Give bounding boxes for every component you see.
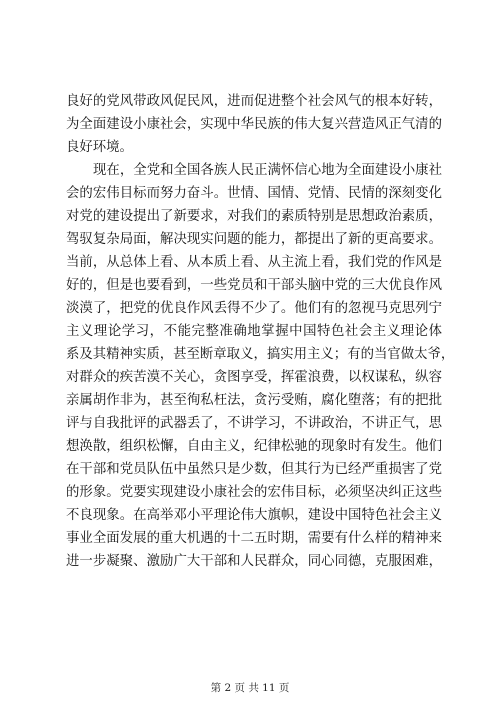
text-line: 在干部和党员队伍中虽然只是少数，但其行为已经严重损害了党 (66, 462, 442, 477)
text-line: 驾驭复杂局面，解决现实问题的能力，都提出了新的更高要求。 (66, 232, 442, 247)
page-number-footer: 第 2 页 共 11 页 (210, 682, 290, 694)
text-line: 良好环境。 (66, 140, 133, 155)
text-line: 为全面建设小康社会，实现中华民族的伟大复兴营造风正气清的 (66, 117, 442, 132)
text-line: 当前，从总体上看、从本质上看、从主流上看，我们党的作风是 (66, 255, 442, 270)
text-line: 亲属胡作非为，甚至徇私枉法，贪污受贿，腐化堕落；有的把批 (66, 393, 442, 408)
text-line: 会的宏伟目标而努力奋斗。世情、国情、党情、民情的深刻变化 (66, 186, 442, 201)
text-line: 好的，但是也要看到，一些党员和干部头脑中党的三大优良作风 (66, 278, 442, 293)
text-line: 评与自我批评的武器丢了，不讲学习，不讲政治，不讲正气，思 (66, 416, 442, 431)
text-line: 对党的建设提出了新要求，对我们的素质特别是思想政治素质， (66, 209, 442, 224)
text-line: 系及其精神实质，甚至断章取义，搞实用主义；有的当官做太爷， (66, 347, 455, 362)
text-line: 良好的党风带政风促民风，进而促进整个社会风气的根本好转， (66, 94, 442, 109)
text-line: 想涣散，组织松懈，自由主义，纪律松驰的现象时有发生。他们 (66, 439, 442, 454)
text-line: 对群众的疾苦漠不关心，贪图享受，挥霍浪费，以权谋私，纵容 (66, 370, 442, 385)
text-line: 现在，全党和全国各族人民正满怀信心地为全面建设小康社 (93, 163, 442, 178)
text-line: 淡漠了，把党的优良作风丢得不少了。他们有的忽视马克思列宁 (66, 301, 442, 316)
text-line: 主义理论学习，不能完整准确地掌握中国特色社会主义理论体 (66, 324, 442, 339)
text-line: 事业全面发展的重大机遇的十二五时期，需要有什么样的精神来 (66, 531, 442, 546)
text-line: 的形象。党要实现建设小康社会的宏伟目标，必须坚决纠正这些 (66, 485, 442, 500)
text-line: 不良现象。在高举邓小平理论伟大旗帜，建设中国特色社会主义 (66, 508, 442, 523)
text-line: 进一步凝聚、激励广大干部和人民群众，同心同德，克服困难， (66, 554, 442, 569)
document-body (66, 90, 455, 573)
